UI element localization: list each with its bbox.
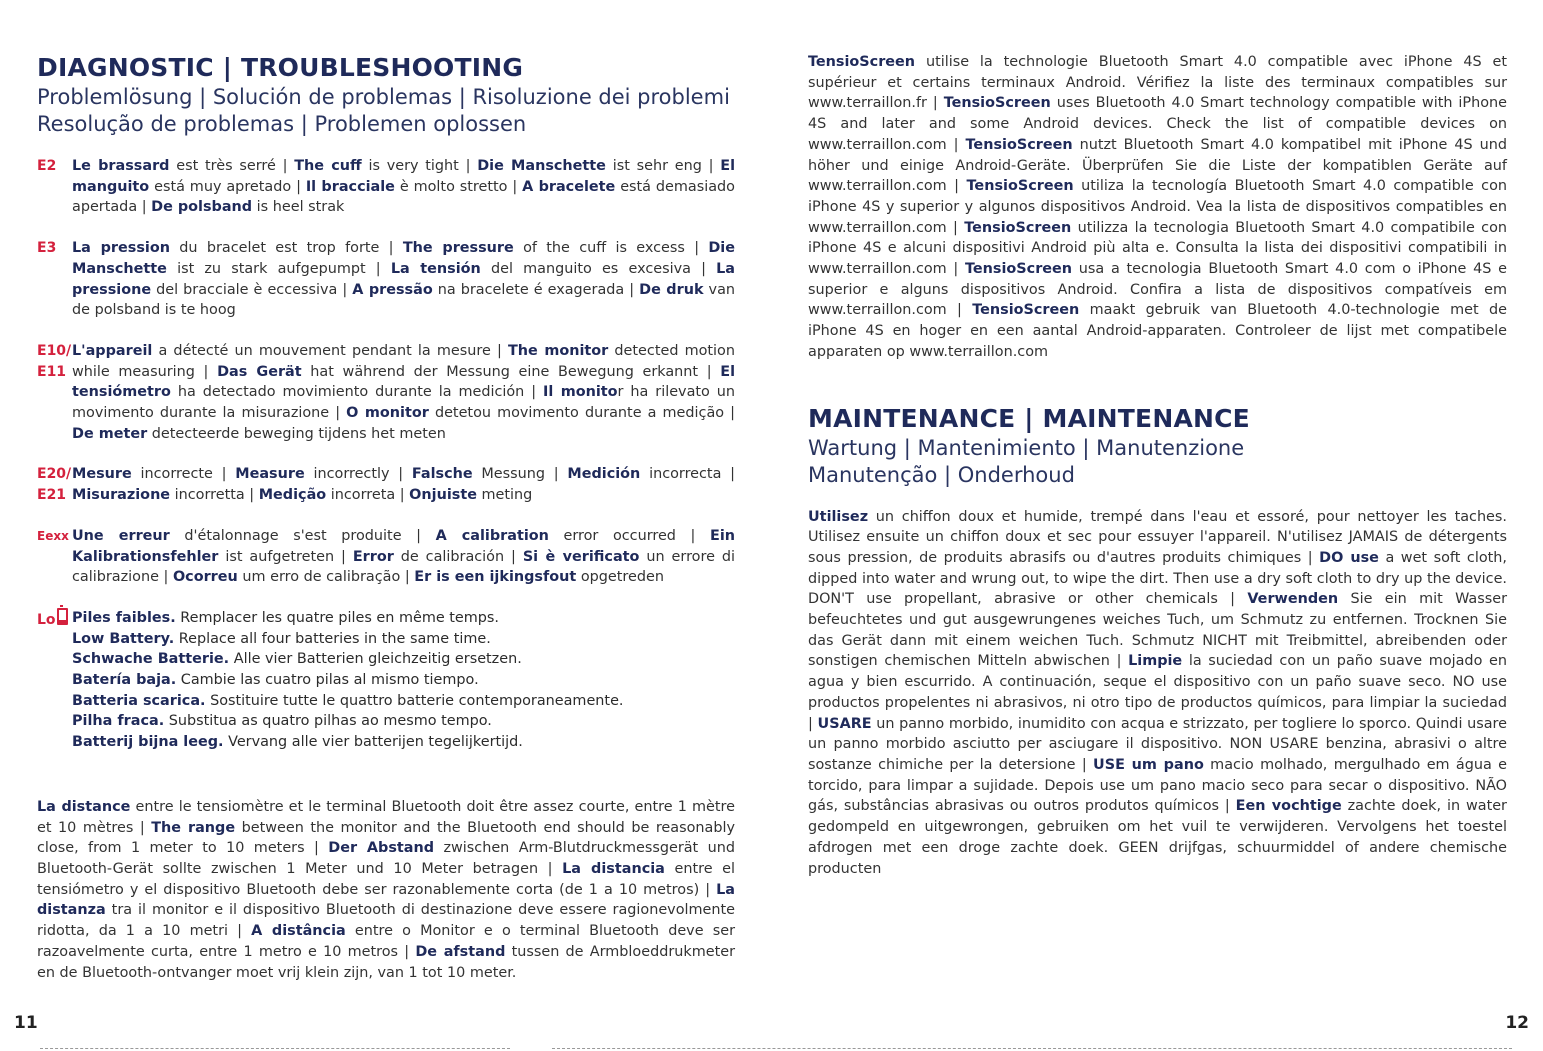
body-text: hat während der Messung eine Bewegung erkannt | [301, 363, 721, 380]
body-text: ist zu stark aufgepumpt | [166, 260, 391, 277]
error-description [72, 526, 735, 588]
maintenance-subtitle-2: Manutenção | Onderhoud [808, 462, 1075, 487]
bold-term: La tensión [390, 260, 481, 277]
error-item-e20-e21 [37, 464, 735, 505]
bold-term: Si è verificato [522, 548, 640, 565]
body-text: entre o Monitor e o terminal Bluetooth deve ser razoavelmente curta, entre 1 metro e 10 metros | [37, 923, 735, 960]
bold-term: TensioScreen [965, 136, 1073, 153]
bold-term: A bracelete [522, 178, 616, 195]
body-text: utilise la technologie Bluetooth Smart 4.0 compatible avec iPhone 4S et supérieur et certains terminaux Android. Vérifiez la liste des terminaux compatibles sur www.terraillon.fr | [808, 54, 1507, 112]
bold-term: Ein Kalibrationsfehler [72, 527, 735, 565]
battery-line [72, 649, 735, 670]
error-code: E3 [37, 240, 57, 257]
bold-term: La pression [72, 240, 170, 257]
bold-term: Een vochtige [1235, 798, 1342, 815]
body-text: está muy apretado | [149, 178, 306, 195]
error-description [72, 156, 735, 218]
maintenance-text [808, 507, 1507, 880]
body-text: Remplacer les quatre piles en même temps. [175, 609, 500, 626]
body-text: a détecté un mouvement pendant la mesure | [152, 342, 508, 359]
body-text: está demasiado apertada | [72, 178, 735, 216]
body-text: maakt gebruik van Bluetooth 4.0-technologie met de iPhone 4S en hoger en een aantal Android-apparaten. Controleer de lijst met compatibele apparaten op www.terraillon.com [808, 302, 1507, 360]
bold-term: Verwenden [1247, 591, 1339, 608]
body-text: van de polsband is te hoog [72, 281, 736, 319]
bold-term: Error [352, 548, 394, 565]
body-text: utiliza la tecnología Bluetooth Smart 4.0 compatible con iPhone 4S y superior y algunos dispositivos Android. Vea la lista de dispositivos compatibles en www.terraillon.com | [808, 178, 1507, 236]
footer-divider-left [40, 1048, 510, 1049]
maintenance-subtitle-1: Wartung | Mantenimiento | Manutenzione [808, 435, 1245, 460]
bold-term: Batteria scarica. [72, 692, 206, 709]
body-text: incorrectly | [304, 466, 412, 483]
low-battery-lines [72, 608, 735, 753]
low-battery-code [37, 608, 68, 631]
page-number-left: 11 [14, 1013, 38, 1033]
bold-term: Onjuiste [409, 487, 477, 504]
bold-term: Medición [567, 466, 641, 483]
body-text: è molto stretto | [394, 178, 523, 195]
body-text: utilizza la tecnologia Bluetooth Smart 4.0 compatibile con iPhone 4S e alcuni dispositivi Android più alta e. Consulta la lista dei dispositivi compatibili in www.terraillon.com | [808, 219, 1508, 278]
bold-term: Pilha fraca. [72, 713, 165, 730]
battery-line [72, 670, 735, 691]
error-item-e10-e11 [37, 341, 735, 445]
bold-term: Il monito [543, 384, 618, 401]
bold-term: De meter [72, 425, 148, 442]
body-text: is heel strak [252, 199, 345, 216]
bold-term: La pressione [72, 260, 735, 298]
body-text: na bracelete é exagerada | [432, 281, 640, 298]
bold-term: Misurazione [72, 487, 171, 504]
error-item-low-battery [37, 608, 735, 753]
bold-term: The cuff [294, 158, 362, 174]
bold-term: USARE [817, 715, 872, 732]
body-text: um erro de calibração | [237, 569, 415, 586]
bold-term: L'appareil [72, 342, 153, 359]
body-text: un errore di calibrazione | [72, 548, 735, 586]
bold-term: The pressure [402, 240, 514, 257]
body-text: usa a tecnologia Bluetooth Smart 4.0 com o iPhone 4S e superior e alguns dispositivos Android. Confira a lista de dispositivos compatíveis em www.terraillon.com | [808, 261, 1507, 319]
bold-term: De afstand [415, 943, 506, 960]
body-text: zachte doek, in water gedompeld en uitgewrongen, gebruiken om het vuil te verwijderen. Vervolgens het toestel afdrogen met een droge zachte doek. GEEN drijfgas, schuurmiddel of andere chemische producten [808, 798, 1507, 877]
body-text: uses Bluetooth 4.0 Smart technology compatible with iPhone 4S and later and some Android devices. Check the list of compatible devices on www.terraillon.com | [808, 95, 1507, 153]
bold-term: A distância [251, 923, 346, 940]
bold-term: Batería baja. [72, 672, 177, 689]
bold-term: Mesure [72, 466, 132, 483]
body-text: Vervang alle vier batterijen tegelijkertijd. [223, 734, 523, 751]
bold-term: El manguito [72, 158, 736, 195]
bold-term: La distancia [562, 860, 665, 877]
error-description [72, 238, 735, 321]
maintenance-title: MAINTENANCE | MAINTENANCE [808, 403, 1250, 433]
bold-term: La distance [37, 798, 131, 815]
bold-term: Ocorreu [172, 569, 238, 586]
body-text: Messung | [472, 466, 568, 483]
bold-term: TensioScreen [965, 261, 1073, 278]
bold-term: Falsche [411, 466, 473, 483]
bold-term: Le brassard [72, 158, 170, 174]
body-text: incorrecta | [640, 466, 736, 483]
bold-term: Die Manschette [477, 158, 606, 174]
body-text: un chiffon doux et humide, trempé dans l'eau et essoré, pour nettoyer les taches. Utilisez ensuite un chiffon doux et sec pour essuyer l'appareil. N'utilisez JAMAIS de détergents sous pression, de produits abrasifs ou d'autres produits chimiques | [808, 508, 1507, 566]
bold-term: Medição [258, 487, 327, 504]
bold-term: Limpie [1128, 653, 1183, 670]
bold-term: O monitor [346, 405, 429, 422]
body-text: del bracciale è eccessiva | [151, 281, 353, 298]
error-code: E10/ E11 [37, 342, 72, 380]
page-number-right: 12 [1505, 1013, 1529, 1033]
bold-term: TensioScreen [808, 54, 916, 70]
body-text: tussen de Armbloeddrukmeter en de Bluetooth-ontvanger moet vrij klein zijn, van 1 tot 10 meter. [37, 943, 736, 981]
bold-term: Utilisez [808, 508, 869, 525]
bold-term: Une erreur [72, 527, 170, 544]
bold-term: Schwache Batterie. [72, 651, 230, 668]
bold-term: The monitor [507, 342, 609, 359]
troubleshooting-title: DIAGNOSTIC | TROUBLESHOOTING [37, 53, 524, 82]
bold-term: Die Manschette [72, 240, 735, 277]
body-text: opgetreden [576, 569, 664, 586]
bold-term: TensioScreen [972, 302, 1080, 319]
body-text: macio molhado, mergulhado em água e torcido, para limpar a sujidade. Depois use um pano macio seco para secar o dispositivo. NÃO gás, substâncias abrasivas ou outros produtos químicos | [808, 756, 1507, 815]
bold-term: De druk [639, 281, 704, 298]
body-text: entre le tensiomètre et le terminal Bluetooth doit être assez courte, entre 1 mètre et 10 mètres | [37, 798, 735, 836]
body-text: a wet soft cloth, dipped into water and wrung out, to wipe the dirt. Then use a dry soft cloth to dry up the device. DON'T use propellant, abrasive or other chemicals | [808, 549, 1507, 608]
body-text: la suciedad con un paño suave mojado en agua y bien escurrido. A continuación, seque el dispositivo con un paño suave seco. NO use productos propelentes ni abrasivos, ni otro tipo de productos químicos, para limpiar la suciedad | [808, 653, 1507, 732]
error-code-list [37, 156, 735, 753]
body-text: detected motion while measuring | [72, 342, 735, 380]
body-text: Sostituire tutte le quattro batterie contemporaneamente. [205, 692, 624, 709]
body-text: of the cuff is excess | [513, 240, 709, 257]
body-text: zwischen Arm-Blutdruckmessgerät und Bluetooth-Gerät sollte zwischen 1 Meter und 10 Meter betragen | [37, 840, 735, 877]
troubleshooting-subtitle-2: Resolução de problemas | Problemen oplossen [37, 112, 527, 136]
bold-term: TensioScreen [964, 219, 1072, 236]
battery-line [72, 629, 735, 650]
bold-term: Der Abstand [328, 840, 435, 857]
left-page [37, 52, 735, 983]
bold-term: Il bracciale [305, 178, 395, 195]
bluetooth-distance-text [37, 797, 735, 983]
body-text: incorrecte | [131, 466, 236, 483]
body-text: detecteerde beweging tijdens het meten [147, 425, 446, 442]
body-text: incorreta | [326, 487, 410, 504]
body-text: Substitua as quatro pilhas ao mesmo tempo. [164, 713, 492, 730]
body-text: ist aufgetreten | [218, 548, 353, 565]
bold-term: De polsband [151, 199, 253, 216]
bold-term: A pressão [352, 281, 433, 298]
body-text: d'étalonnage s'est produite | [169, 527, 436, 544]
body-text: nutzt Bluetooth Smart 4.0 kompatibel mit iPhone 4S und höher und einige Android-Geräte. Überprüfen Sie die Liste der kompatiblen Geräte auf www.terraillon.com | [808, 136, 1508, 195]
bold-term: A calibration [435, 527, 549, 544]
body-text: ist sehr eng | [605, 158, 721, 174]
error-code: Eexx [37, 528, 69, 543]
bold-term: TensioScreen [943, 95, 1051, 112]
bold-term: USE um pano [1093, 756, 1204, 773]
troubleshooting-subtitle-1: Problemlösung | Solución de problemas | Risoluzione dei problemi [37, 85, 730, 109]
bold-term: Measure [235, 466, 305, 483]
body-text: du bracelet est trop forte | [169, 240, 403, 257]
body-text: tra il monitor e il dispositivo Bluetooth di destinazione deve essere ragionevolmente ridotta, da 1 a 10 metri | [37, 902, 735, 940]
error-code: E2 [37, 158, 57, 174]
bold-term: La distanza [37, 881, 735, 919]
low-battery-code-text: Lo [37, 611, 56, 628]
error-item-e2 [37, 156, 735, 218]
battery-line [72, 732, 735, 753]
bold-term: Er is een ijkingsfout [414, 569, 577, 586]
maintenance-section [808, 403, 1507, 880]
bold-term: Low Battery. [72, 630, 175, 647]
body-text: error occurred | [548, 527, 710, 544]
bold-term: Batterij bijna leeg. [72, 734, 224, 751]
bold-term: Das Gerät [217, 363, 302, 380]
battery-line [72, 608, 735, 629]
body-text: meting [476, 487, 533, 504]
body-text: detetou movimento durante a medição | [428, 405, 736, 422]
body-text: r ha rilevato un movimento durante la misurazione | [72, 384, 736, 422]
footer-divider-right [552, 1048, 1512, 1049]
body-text: Cambie las cuatro pilas al mismo tiempo. [176, 672, 479, 689]
battery-icon [57, 608, 68, 625]
body-text: between the monitor and the Bluetooth end should be reasonably close, from 1 meter to 10 meters | [37, 819, 735, 857]
battery-line [72, 711, 735, 732]
bold-term: TensioScreen [966, 178, 1074, 195]
bold-term: Piles faibles. [72, 609, 176, 626]
error-item-eexx [37, 526, 735, 588]
bold-term: El tensiómetro [72, 363, 735, 401]
body-text: est très serré | [169, 158, 295, 174]
error-code: E20/ E21 [37, 466, 72, 504]
error-description [72, 464, 735, 505]
body-text: incorretta | [170, 487, 259, 504]
bold-term: DO use [1319, 549, 1379, 566]
body-text: del manguito es excesiva | [480, 260, 717, 277]
body-text: entre el tensiómetro y el dispositivo Bluetooth debe ser razonablemente corta (de 1 a 10 metros) | [37, 860, 736, 898]
body-text: Sie ein mit Wasser befeuchtetes und gut ausgewrungenes weiches Tuch, um Schmutz zu entfernen. Trocknen Sie das Gerät dann mit einem weichen Tuch. Schmutz NICHT mit Treibmittel, abreibenden oder sonstigen chemischen Mitteln abwischen | [808, 591, 1507, 670]
right-page [808, 52, 1507, 879]
body-text: is very tight | [361, 158, 478, 174]
body-text: Alle vier Batterien gleichzeitig ersetzen. [229, 651, 522, 668]
body-text: Replace all four batteries in the same time. [174, 630, 491, 647]
bold-term: The range [151, 819, 236, 836]
body-text: de calibración | [393, 548, 523, 565]
bluetooth-compatibility-text [808, 52, 1507, 363]
body-text: un panno morbido, inumidito con acqua e strizzato, per togliere lo sporco. Quindi usare un panno morbido asciutto per asciugare il dispositivo. NON USARE benzina, abrasivi o altre sostanze chimiche per la detersione | [808, 715, 1507, 773]
error-item-e3 [37, 238, 735, 321]
error-description [72, 341, 735, 445]
battery-line [72, 691, 735, 712]
body-text: ha detectado movimiento durante la medición | [170, 384, 544, 401]
